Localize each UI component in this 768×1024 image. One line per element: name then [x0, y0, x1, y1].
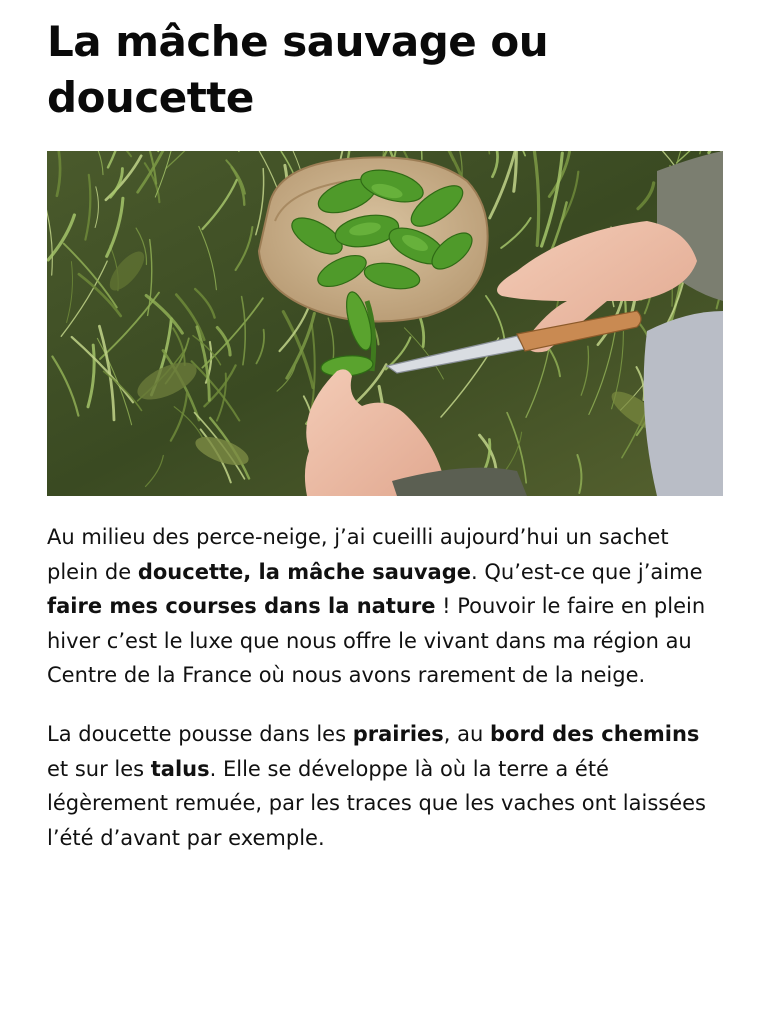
bold-phrase: doucette, la mâche sauvage: [137, 559, 471, 584]
bold-phrase: prairies: [352, 721, 444, 746]
text-run: et sur les: [47, 756, 151, 781]
text-run: La doucette pousse dans les: [47, 721, 353, 746]
text-run: , au: [443, 721, 491, 746]
paragraph-1: [47, 520, 723, 693]
article: [47, 0, 723, 855]
article-photo: [47, 151, 723, 496]
bold-phrase: faire mes courses dans la nature: [47, 594, 436, 619]
foraging-photo-illustration: [47, 151, 723, 496]
bold-phrase: bord des chemins: [490, 721, 700, 746]
text-run: ! Pouvoir le faire en plein hiver c’est le luxe que nous offre le vivant dans ma région au Centre de la France où nous avons rarement de la neige.: [47, 594, 706, 688]
article-title: La mâche sauvage ou doucette: [47, 17, 549, 122]
bold-phrase: talus: [150, 756, 210, 781]
text-run: Au milieu des perce-neige, j’ai cueilli aujourd’hui un sachet plein de: [47, 525, 669, 584]
text-run: . Elle se développe là où la terre a été légèrement remuée, par les traces que les vaches ont laissées l’été d’avant par exemple.: [47, 756, 706, 850]
text-run: . Qu’est-ce que j’aime: [471, 559, 703, 584]
paragraph-2: [47, 717, 723, 855]
